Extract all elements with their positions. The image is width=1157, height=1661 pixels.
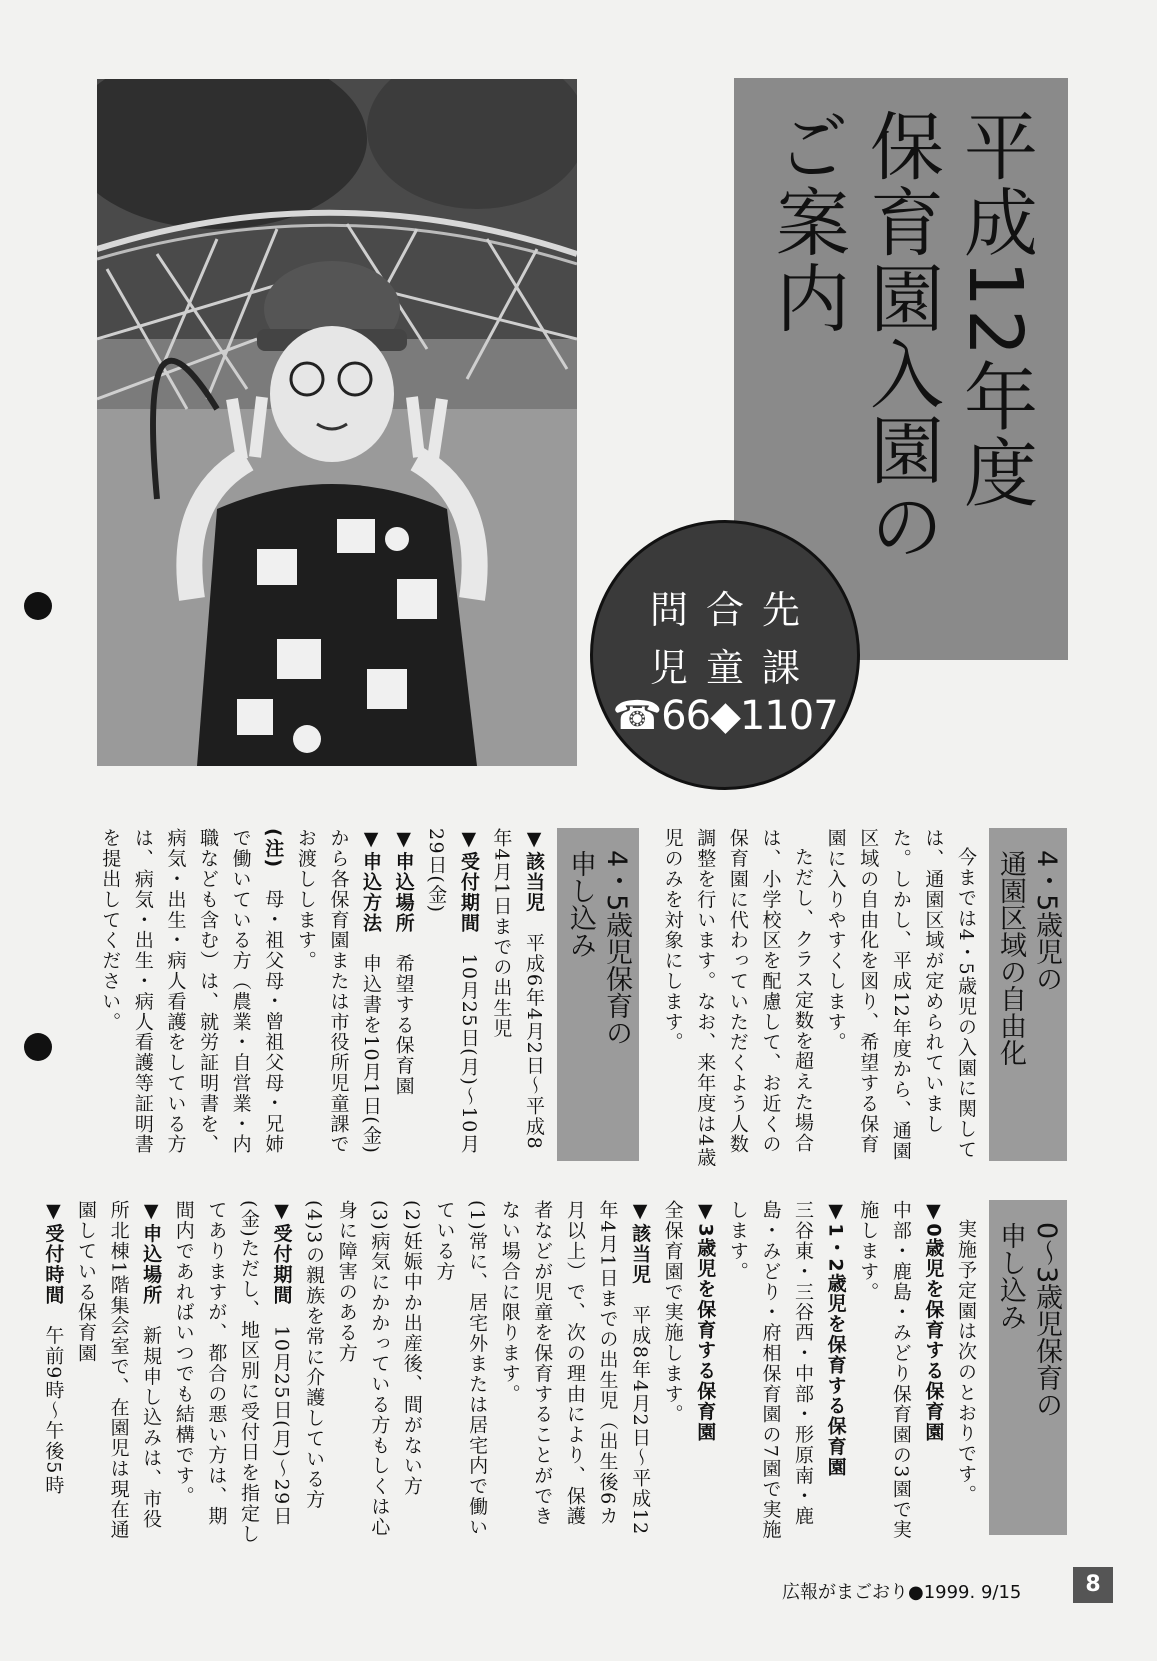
section1-body xyxy=(646,828,982,1170)
reception-period-item xyxy=(420,828,485,1170)
reception-period-label: ▼受付期間 xyxy=(457,828,480,933)
place-label: ▼申込場所 xyxy=(140,1200,163,1305)
age0-text: 中部・鹿島・みどり保育園の3園で実施します。 xyxy=(857,1200,912,1540)
footer-publication: 広報がまごおり●1999. 9/15 xyxy=(782,1582,1022,1603)
section3-body xyxy=(42,1200,982,1545)
place-item xyxy=(69,1200,167,1545)
application-method-item xyxy=(289,828,387,1170)
place-text: 新規申し込みは、市役所北棟1階集会室で、在園児は現在通園している保育園 xyxy=(74,1200,163,1540)
title-line-3: ご案内 xyxy=(764,108,850,336)
period-text: 10月25日(月)～29日(金)ただし、地区別に受付日を指定してありますが、都合の悪い方は、期間内であればいつでも結構です。 xyxy=(172,1200,293,1545)
note-label: (注) xyxy=(262,828,285,869)
hours-label: ▼受付時間 xyxy=(42,1200,65,1305)
reason-3: (3)病気にかかっている方もしくは心身に障害のある方 xyxy=(335,1200,391,1538)
section3-heading xyxy=(989,1200,1067,1535)
section2-heading-line2: 申し込み xyxy=(565,850,596,958)
section3-heading-line1: 0～3歳児保育の xyxy=(1031,1222,1062,1419)
age3-item xyxy=(656,1200,721,1545)
age0-item xyxy=(852,1200,950,1545)
note-item xyxy=(94,828,290,1170)
age12-item xyxy=(721,1200,851,1545)
age12-text: 三谷東・三谷西・中部・形原南・鹿島・みどり・府相保育園の7園で実施します。 xyxy=(726,1200,815,1540)
hours-item xyxy=(37,1200,70,1545)
application-place-item xyxy=(387,828,420,1170)
contact-dept: 児童課 xyxy=(649,646,818,690)
note-text: 母・祖父母・曾祖父母・兄姉で働いている方（農業・自営業・内職なども含む）は、就労証明書を、病気・出生・病人看護をしている方は、病気・出生・病人看護等証明書を提出してください。 xyxy=(99,828,285,1155)
period-item xyxy=(167,1200,297,1545)
reception-period-text: 10月25日(月)～10月29日(金) xyxy=(425,828,480,1154)
eligible-item xyxy=(493,1200,656,1545)
eligible-children-text: 平成6年4月2日～平成8年4月1日までの出生児 xyxy=(490,828,545,1151)
section1-paragraph-2: ただし、クラス定数を超えた場合は、小学校区を配慮して、お近くの保育園に代わっていただくよう人数調整を行います。なお、来年度は4歳児のみを対象にします。 xyxy=(661,828,815,1168)
eligible-children-item xyxy=(485,828,550,1170)
reason-4: (4)3の親族を常に介護している方 xyxy=(303,1200,326,1510)
age0-label: ▼0歳児を保育する保育園 xyxy=(922,1200,945,1443)
section2-heading-line1: 4・5歳児保育の xyxy=(601,850,632,1047)
contact-badge xyxy=(590,520,860,790)
section3-heading-line2: 申し込み xyxy=(995,1222,1026,1330)
eligible-text: 平成8年4月2日～平成12年4月1日までの出生児（出生後6カ月以上）で、次の理由により、保護者などが児童を保育することができない場合に限ります。 xyxy=(498,1200,652,1536)
title-line-2: 保育園入園の xyxy=(858,108,944,564)
reason-2: (2)妊娠中か出産後、間がない方 xyxy=(400,1200,423,1497)
contact-phone: ☎66◆1107 xyxy=(612,693,838,739)
application-place-text: 希望する保育園 xyxy=(392,953,415,1097)
section2-heading xyxy=(557,828,639,1161)
section1-paragraph-1: 今までは4・5歳児の入園に関しては、通園区域が定められていました。しかし、平成12年度から、通園区域の自由化を図り、希望する保育園に入りやすくします。 xyxy=(824,828,977,1161)
eligible-children-label: ▼該当児 xyxy=(523,828,545,913)
title-line-1: 平成12年度 xyxy=(952,108,1038,511)
age3-label: ▼3歳児を保育する保育園 xyxy=(694,1200,717,1443)
hours-text: 午前9時～午後5時 xyxy=(42,1325,65,1496)
section1-heading xyxy=(989,828,1067,1161)
age12-label: ▼1・2歳児を保育する保育園 xyxy=(824,1200,847,1478)
binder-hole-top xyxy=(24,592,52,620)
application-place-label: ▼申込場所 xyxy=(392,828,415,933)
application-method-label: ▼申込方法 xyxy=(360,828,383,933)
age3-text: 全保育園で実施します。 xyxy=(661,1200,684,1425)
section2-body xyxy=(98,828,550,1170)
page-number: 8 xyxy=(1073,1567,1113,1603)
eligible-label: ▼該当児 xyxy=(629,1200,652,1285)
contact-label: 問合先 xyxy=(649,588,818,632)
child-photo xyxy=(97,79,577,766)
application-method-text: 申込書を10月1日(金)から各保育園または市役所児童課でお渡しします。 xyxy=(294,828,383,1155)
section1-heading-line2: 通園区域の自由化 xyxy=(995,850,1026,1066)
section3-intro: 実施予定園は次のとおりです。 xyxy=(955,1219,977,1505)
reason-1: (1)常に、居宅外または居宅内で働いている方 xyxy=(433,1200,489,1538)
period-label: ▼受付期間 xyxy=(270,1200,293,1305)
section1-heading-line1: 4・5歳児の xyxy=(1031,850,1062,993)
binder-hole-bottom xyxy=(24,1033,52,1061)
